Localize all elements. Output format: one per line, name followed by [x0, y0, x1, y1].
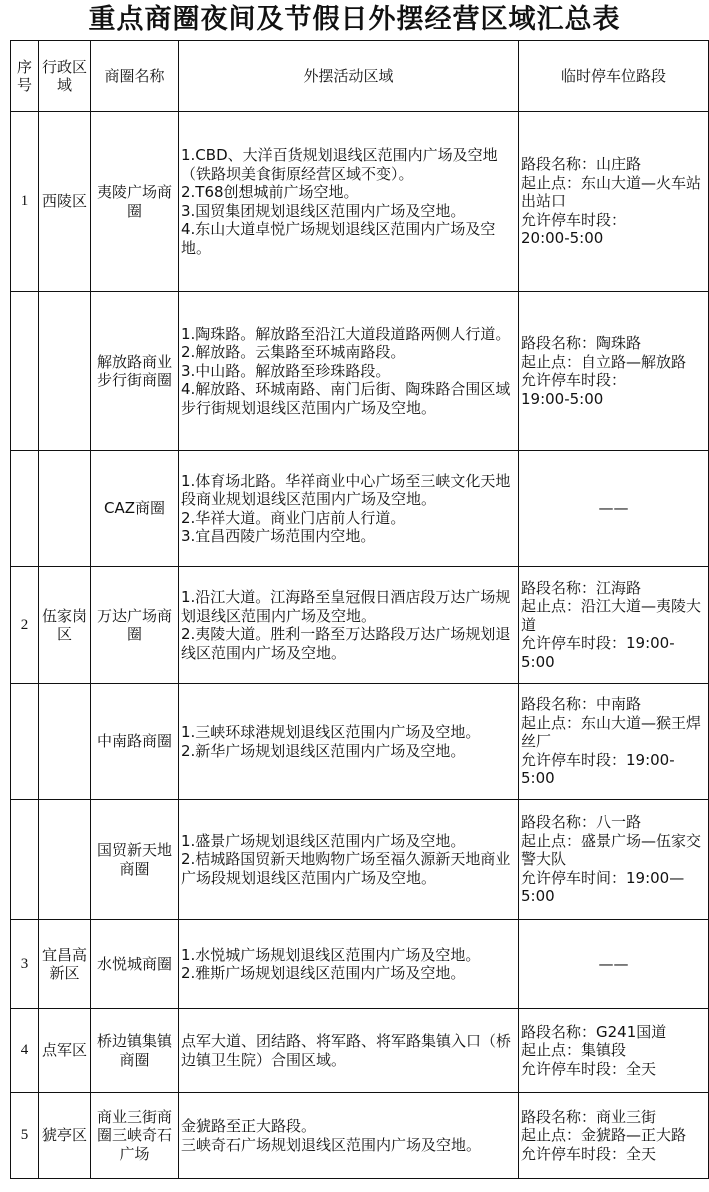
parking-item: 允许停车时段：19:00-5:00	[521, 634, 675, 671]
parking-item: 路段名称：中南路	[521, 695, 642, 714]
header-seq: 序号	[11, 41, 39, 112]
cell-district-name: 商业三街商圈三峡奇石广场	[91, 1093, 179, 1179]
cell-area	[179, 1093, 519, 1179]
parking-item: 起止点：自立路—解放路	[521, 352, 687, 371]
table-header-row	[11, 41, 709, 112]
cell-district-name: 水悦城商圈	[91, 920, 179, 1009]
cell-parking	[519, 920, 709, 1009]
table-row	[11, 1009, 709, 1093]
area-item: 3.国贸集团规划退线区范围内广场及空地。	[181, 201, 466, 220]
area-item: 2.夷陵大道。胜利一路至万达路段万达广场规划退线区范围内广场及空地。	[181, 625, 511, 662]
header-name: 商圈名称	[91, 41, 179, 112]
cell-area	[179, 1009, 519, 1093]
cell-district-name: 桥边镇集镇商圈	[91, 1009, 179, 1093]
cell-parking	[519, 567, 709, 684]
area-item: 4.东山大道卓悦广场规划退线区范围内广场及空地。	[181, 220, 496, 257]
area-item: 3.宜昌西陵广场范围内空地。	[181, 527, 376, 545]
cell-seq: 4	[11, 1009, 39, 1093]
cell-seq	[11, 292, 39, 451]
cell-parking	[519, 112, 709, 292]
parking-item: 允许停车时段：全天	[521, 1144, 657, 1163]
parking-item: 起止点：东山大道—火车站出站口	[521, 173, 702, 211]
table-row	[11, 292, 709, 451]
parking-item: 允许停车时段：	[521, 210, 627, 229]
area-item: 1.沿江大道。江海路至皇冠假日酒店段万达广场规划退线区范围内广场及空地。	[181, 588, 511, 625]
business-district-table	[10, 40, 709, 1179]
cell-district: 伍家岗区	[39, 567, 91, 684]
cell-district	[39, 800, 91, 920]
parking-item: 允许停车时段：全天	[521, 1059, 657, 1078]
cell-area	[179, 920, 519, 1009]
cell-parking	[519, 684, 709, 800]
parking-item: 19:00-5:00	[521, 389, 604, 408]
area-item: 1.盛景广场规划退线区范围内广场及空地。	[181, 831, 466, 850]
header-district: 行政区域	[39, 41, 91, 112]
area-item: 1.CBD、大洋百货规划退线区范围内广场及空地（铁路坝美食街原经营区域不变）。	[181, 146, 498, 183]
cell-district: 宜昌高新区	[39, 920, 91, 1009]
cell-district	[39, 451, 91, 567]
table-row	[11, 451, 709, 567]
parking-item: 起止点：集镇段	[521, 1041, 627, 1060]
cell-seq	[11, 800, 39, 920]
cell-seq: 2	[11, 567, 39, 684]
parking-empty-dash: ——	[598, 954, 629, 973]
area-item: 1.体育场北路。华祥商业中心广场至三峡文化天地段商业规划退线区范围内广场及空地。	[181, 471, 511, 508]
cell-seq: 3	[11, 920, 39, 1009]
area-item: 2.桔城路国贸新天地购物广场至福久源新天地商业广场段规划退线区范围内广场及空地。	[181, 850, 511, 887]
cell-seq: 1	[11, 112, 39, 292]
area-item: 2.新华广场规划退线区范围内广场及空地。	[181, 741, 466, 760]
area-item: 2.T68创想城前广场空地。	[181, 183, 359, 201]
cell-area	[179, 292, 519, 451]
area-item: 2.华祥大道。商业门店前人行道。	[181, 508, 406, 527]
table-row	[11, 684, 709, 800]
parking-item: 路段名称：山庄路	[521, 155, 642, 174]
cell-district	[39, 684, 91, 800]
cell-area	[179, 451, 519, 567]
cell-district: 点军区	[39, 1009, 91, 1093]
parking-item: 起止点：盛景广场—伍家交警大队	[521, 831, 702, 869]
cell-district-name: 夷陵广场商圈	[91, 112, 179, 292]
cell-parking	[519, 292, 709, 451]
area-item: 2.雅斯广场规划退线区范围内广场及空地。	[181, 964, 466, 982]
cell-district-name: 国贸新天地商圈	[91, 800, 179, 920]
table-row	[11, 920, 709, 1009]
table-row	[11, 112, 709, 292]
cell-seq	[11, 451, 39, 567]
area-item: 3.中山路。解放路至珍珠路段。	[181, 361, 391, 380]
cell-seq: 5	[11, 1093, 39, 1179]
cell-district	[39, 292, 91, 451]
cell-parking	[519, 451, 709, 567]
parking-item: 20:00-5:00	[521, 229, 604, 248]
table-body	[11, 112, 709, 1179]
header-parking: 临时停车位路段	[519, 41, 709, 112]
parking-item: 路段名称：G241国道	[521, 1022, 667, 1041]
document-title: 重点商圈夜间及节假日外摆经营区域汇总表	[88, 4, 621, 35]
table-row	[11, 567, 709, 684]
area-item: 2.解放路。云集路至环城南路段。	[181, 343, 406, 362]
area-item: 1.三峡环球港规划退线区范围内广场及空地。	[181, 723, 481, 741]
cell-district-name: 中南路商圈	[91, 684, 179, 800]
parking-empty-dash: ——	[598, 499, 629, 518]
area-item: 三峡奇石广场规划退线区范围内广场及空地。	[181, 1135, 482, 1154]
area-item: 金猇路至正大路段。	[181, 1117, 317, 1135]
parking-item: 路段名称：江海路	[521, 578, 642, 597]
cell-parking	[519, 1009, 709, 1093]
parking-item: 路段名称：陶珠路	[521, 334, 642, 352]
cell-parking	[519, 800, 709, 920]
table-row	[11, 800, 709, 920]
parking-item: 路段名称：八一路	[521, 813, 642, 832]
area-item: 4.解放路、环城南路、南门后街、陶珠路合围区域步行街规划退线区范围内广场及空地。	[181, 380, 511, 417]
area-item: 1.陶珠路。解放路至沿江大道段道路两侧人行道。	[181, 324, 511, 343]
cell-parking	[519, 1093, 709, 1179]
parking-item: 起止点：沿江大道—夷陵大道	[521, 597, 702, 634]
table-row	[11, 1093, 709, 1179]
area-item: 1.水悦城广场规划退线区范围内广场及空地。	[181, 945, 481, 964]
cell-seq	[11, 684, 39, 800]
cell-area	[179, 684, 519, 800]
cell-area	[179, 112, 519, 292]
parking-item: 起止点：金猇路—正大路	[521, 1126, 687, 1145]
cell-district-name: 解放路商业步行街商圈	[91, 292, 179, 451]
parking-item: 允许停车时段：19:00-5:00	[521, 750, 675, 788]
cell-area	[179, 800, 519, 920]
parking-item: 路段名称：商业三街	[521, 1107, 657, 1126]
parking-item: 起止点：东山大道—猴王焊丝厂	[521, 713, 702, 751]
parking-item: 允许停车时间：19:00—5:00	[521, 868, 685, 906]
area-item: 点军大道、团结路、将军路、将军路集镇入口（桥边镇卫生院）合围区域。	[181, 1032, 512, 1069]
cell-district-name: CAZ商圈	[91, 451, 179, 567]
cell-area	[179, 567, 519, 684]
header-area: 外摆活动区域	[179, 41, 519, 112]
cell-district-name: 万达广场商圈	[91, 567, 179, 684]
parking-item: 允许停车时段：	[521, 371, 627, 389]
cell-district: 西陵区	[39, 112, 91, 292]
cell-district: 猇亭区	[39, 1093, 91, 1179]
